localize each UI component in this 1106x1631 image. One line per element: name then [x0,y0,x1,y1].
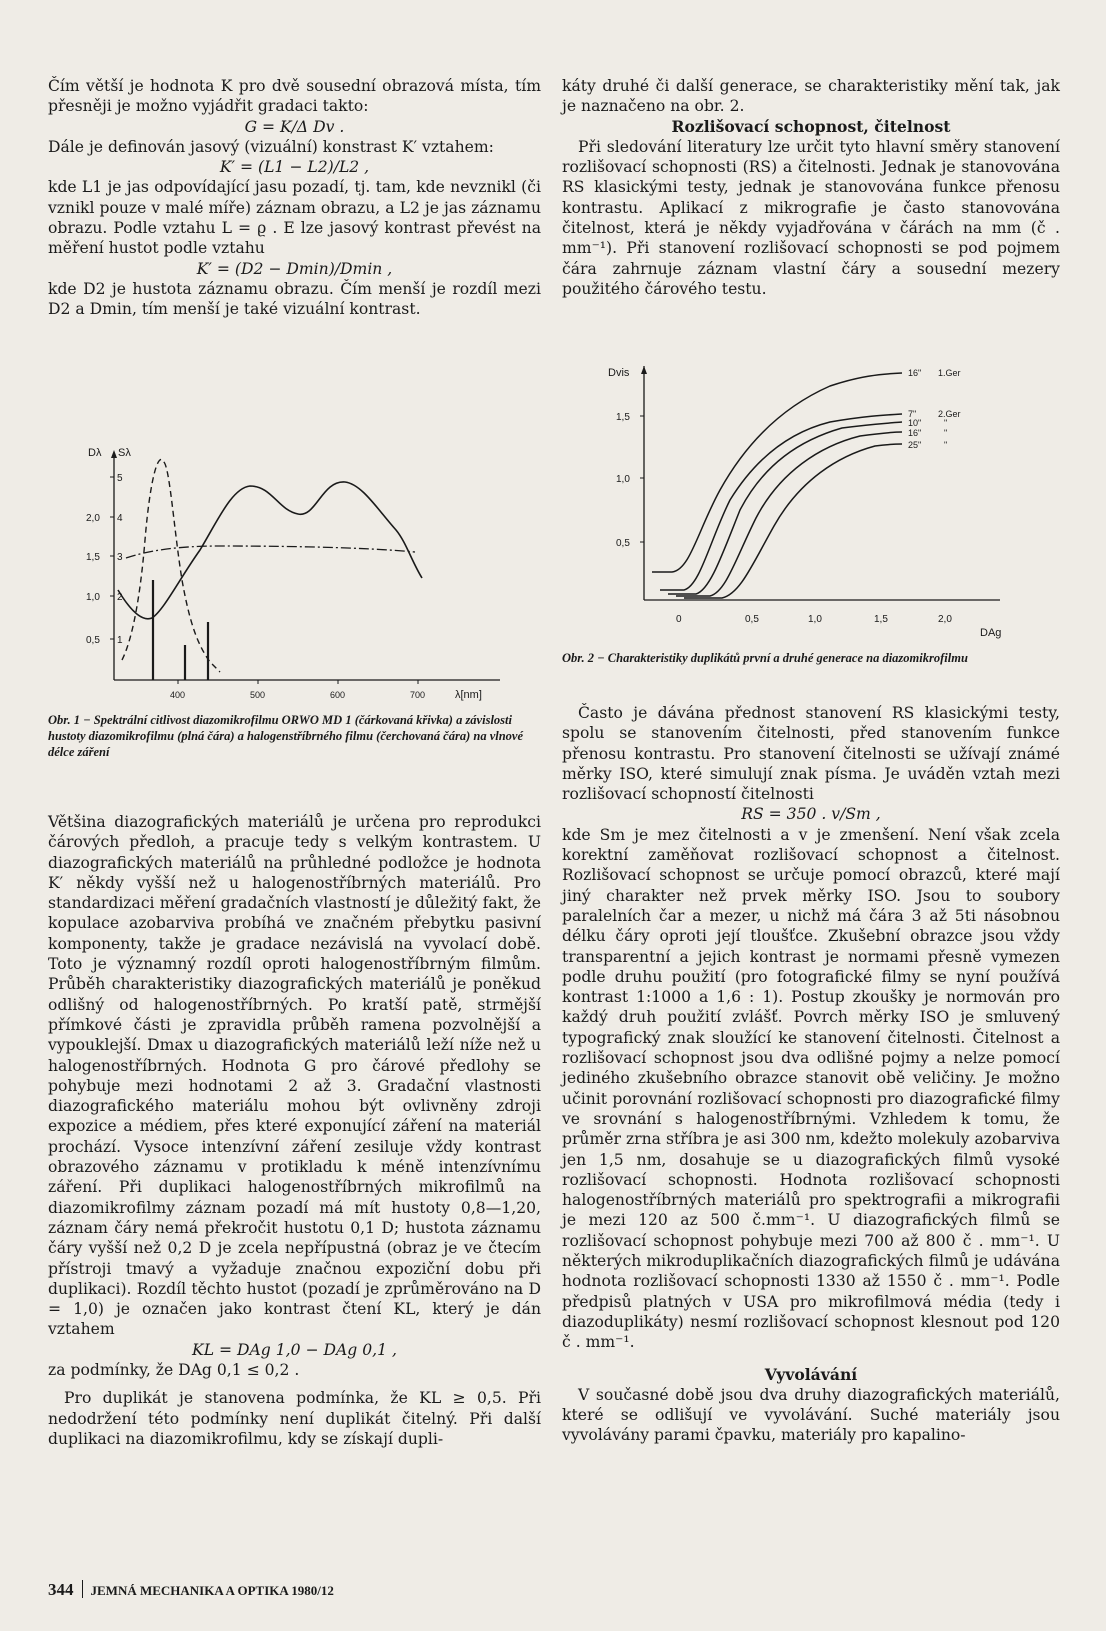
paragraph: kde D2 je hustota záznamu obrazu. Čím menší je rozdíl mezi D2 a Dmin, tím menší je také vizuální kontrast. [48,279,541,319]
fig2-legend-gen: " [944,440,948,450]
fig1-y-label-right: Sλ [118,447,131,459]
section-heading: Rozlišovací schopnost, čitelnost [671,116,951,136]
fig2-legend-time: 16" [908,368,922,378]
fig1-x-tick: 400 [170,690,186,700]
fig2-y-tick: 1,5 [616,412,630,423]
fig2-legend-time: 25" [908,440,922,450]
fig2-x-tick: 1,5 [874,614,888,625]
fig2-legend-gen: " [944,418,948,428]
fig1-left-tick: 1,5 [86,552,100,563]
left-column-top [48,76,541,320]
fig2-curve-gen2-7s [660,414,902,590]
fig2-x-tick: 0,5 [745,614,759,625]
fig2-legend-time: 16" [908,428,922,438]
fig1-right-tick: 2 [117,592,123,603]
equation-contrast: K′ = (L1 − L2)/L2 , [219,158,370,177]
fig2-legend-time: 7" [908,409,917,419]
equation-resolution: RS = 350 . v/Sm , [741,805,881,824]
right-column-top [562,76,1060,299]
equation-gradation: G = K/Δ Dv . [244,117,345,136]
equation-density-contrast: K′ = (D2 − Dmin)/Dmin , [196,259,393,278]
fig1-dashed-curve [122,459,220,672]
fig1-right-tick: 4 [117,513,123,524]
equation-reading-contrast: KL = DAg 1,0 − DAg 0,1 , [192,1340,397,1359]
fig2-legend-gen: 1.Ger [938,368,961,378]
fig2-x-tick: 0 [676,614,682,625]
fig2-y-label: Dvis [608,367,630,379]
fig2-x-tick: 1,0 [808,614,822,625]
paragraph: káty druhé či další generace, se charakteristiky mění tak, jak je naznačeno na obr. 2. [562,77,1060,116]
fig2-x-tick: 2,0 [938,614,952,625]
footer-divider [82,1580,83,1598]
fig2-y-tick: 1,0 [616,474,630,485]
fig1-x-tick: 600 [330,690,346,700]
journal-name: JEMNÁ MECHANIKA A OPTIKA 1980/12 [90,1583,334,1598]
fig1-spectral-lines [153,580,208,680]
fig1-y-label-left: Dλ [88,447,102,459]
figure-1-caption: Obr. 1 − Spektrální citlivost diazomikrofilmu ORWO MD 1 (čárkovaná křivka) a závislosti hustoty diazomikrofilmu (plná čára) a halogenstříbrného filmu (čerchovaná čára) na vlnové délce záření [48,713,524,759]
section-heading: Vyvolávání [764,1364,858,1384]
fig1-left-tick: 1,0 [86,592,100,603]
paragraph: Často je dávána přednost stanovení RS klasickými testy, spolu se stanovením čitelnosti, před stanovením funkce přenosu kontrastu. Pro stanovení čitelnosti se užívají známé měrky ISO, které simulují znak písma. Je uváděn vztah mezi rozlišovací schopností čitelnosti [562,704,1060,804]
page-number: 344 [48,1580,74,1599]
figure-1-spectral-chart [60,440,540,705]
page-footer [48,1580,334,1600]
fig2-curve-gen2-16s [676,432,902,596]
fig1-right-tick: 5 [117,473,123,484]
right-column-bottom [562,703,1060,1446]
fig2-curve-gen2-25s [684,444,902,598]
fig2-y-tick: 0,5 [616,538,630,549]
paragraph: Pro duplikát je stanovena podmínka, že KL ≥ 0,5. Při nedodržení této podmínky není duplikát čitelný. Při další duplikaci na diazomikrofilmu, kdy se získají dupli- [48,1389,541,1448]
fig1-right-tick: 3 [117,552,123,563]
figure-2-caption: Obr. 2 − Charakteristiky duplikátů první a druhé generace na diazomikrofilmu [562,651,968,665]
fig2-legend-time: 10" [908,418,922,428]
fig1-dashdot-curve [126,546,415,558]
fig1-right-tick: 1 [117,635,123,646]
paragraph: kde L1 je jas odpovídající jasu pozadí, tj. tam, kde nevznikl (či vznikl pouze v malé míře) záznam obrazu, a L2 je jas záznamu obrazu. Podle vztahu L = ϱ . E lze jasový kontrast převést na měření hustot podle vztahu [48,178,541,258]
fig2-x-label: DAg [980,627,1002,639]
fig2-legend-gen: 2.Ger [938,409,961,419]
left-column-bottom [48,812,541,1449]
paragraph: za podmínky, že DAg 0,1 ≤ 0,2 . [48,1361,300,1380]
figure-2-characteristics-chart [580,360,1050,650]
fig1-left-tick: 0,5 [86,635,100,646]
paragraph: Při sledování literatury lze určit tyto hlavní směry stanovení rozlišovací schopnosti (RS) a čitelnosti. Jednak je stanovována RS klasickými testy, jednak je stanovována funkce přenosu kontrastu. Aplikací z mikrografie je často stanovována čitelnost, která je někdy vyjadřována v čárách na mm (č . mm⁻¹). Při stanovení rozlišovací schopnosti se pod pojmem čára zahrnuje záznam vlastní čáry a sousední mezery použitého čárového testu. [562,137,1060,298]
paragraph: Čím větší je hodnota K pro dvě sousední obrazová místa, tím přesněji je možno vyjádřit gradaci takto: [48,77,541,116]
fig1-x-tick: 700 [410,690,426,700]
paragraph: Dále je definován jasový (vizuální) konstrast K′ vztahem: [48,137,494,156]
paragraph: V současné době jsou dva druhy diazografických materiálů, které se odlišují ve vyvolávání. Suché materiály jsou vyvolávány parami čpavku, materiály pro kapalino- [562,1385,1060,1445]
paragraph: kde Sm je mez čitelnosti a v je zmenšení. Není však zcela korektní zaměňovat rozlišovací schopnost a čitelnost. Rozlišovací schopnost se určuje pomocí obrazců, které mají jiný charakter než prvek měrky ISO. Jsou to soubory paralelních čar a mezer, u nichž má čára 3 až 5ti násobnou délku čáry oproti její tloušťce. Zkušební obrazce jsou vždy transparentní a jejich kontrast je normami přesně vymezen podle druhu použití (pro fotografické filmy se nyní používá kontrast 1:1000 a 1,6 : 1). Postup zkoušky je normován pro každý druh použití zvlášť. Povrch měrky ISO je smluvený typografický znak sloužící ke stanovení čitelnosti. Čitelnost a rozlišovací schopnost jsou dva odlišné pojmy a nelze pomocí jediného zkušebního obrazce stanovit obě veličiny. Je možno učinit porovnání rozlišovací schopnosti pro diazografické filmy ve srovnání s halogenostříbrnými. Vzhledem k tomu, že průměr zrna stříbra je asi 300 nm, kdežto molekuly azobarviva jen 1,5 nm, dosahuje se u diazografických filmů vysoké rozlišovací schopnosti. Hodnota rozlišovací schopnosti halogenostříbrných materiálů pro spektrografii a mikrografii je mezi 120 az 500 č.mm⁻¹. U diazografických filmů se rozlišovací schopnost pohybuje mezi 700 až 800 č . mm⁻¹. U některých mikroduplikačních diazografických filmů je udávána hodnota rozlišovací schopnosti 1330 až 1550 č . mm⁻¹. Podle předpisů platných v USA pro mikrofilmová média (tedy i diazoduplikáty) nesmí rozlišovací schopnost klesnout pod 120 č . mm⁻¹. [562,825,1060,1352]
fig2-legend-gen: " [944,428,948,438]
fig1-left-tick: 2,0 [86,513,100,524]
fig1-x-tick: 500 [250,690,266,700]
fig1-solid-curve [118,482,422,619]
fig2-curve-gen1-16s [652,373,902,572]
paragraph: Většina diazografických materiálů je určena pro reprodukci čárových předloh, a pracuje tedy s velkým kontrastem. U diazografických materiálů na průhledné podložce je hodnota K′ někdy vyšší než u halogenostříbrných materiálů. Pro standardizaci měření gradačních vlastností je důležitý fakt, že kopulace azobarviva probíhá ve značném přebytku pasivní komponenty, takže je gradace nezávislá na vyvolací době. Toto je významný rozdíl oproti halogenostříbrným filmům. Průběh charakteristiky diazografických materiálů je poněkud odlišný od halogenostříbrných. Po kratší patě, strmější přímkové části je zpravidla průběh ramena pozvolnější a vypouklejší. Dmax u diazografických materiálů leží níže než u halogenostříbrných. Hodnota G pro čárové předlohy se pohybuje mezi hodnotami 2 až 3. Gradační vlastnosti diazografického materiálu mohou být ovlivněny zdroji expozice a médiem, přes které exponující záření na materiál prochází. Vysoce intenzívní záření zesiluje vždy kontrast obrazového záznamu v protikladu k méně intenzívnímu záření. Při duplikaci halogenostříbrných mikrofilmů na diazomikrofilmy záznam pozadí má mít hustoty 0,8—1,20, záznam čáry nemá překročit hustotu 0,1 D; hustota záznamu čáry vyšší než 0,2 D je zcela nepřípustná (obraz je ve čtecím přístroji tmavý a vyžaduje značnou expoziční dobu při duplikaci). Rozdíl těchto hustot (pozadí je zprůměrováno na D = 1,0) je označen jako kontrast čtení KL, který je dán vztahem [48,813,541,1339]
fig1-x-label: λ[nm] [455,689,482,701]
